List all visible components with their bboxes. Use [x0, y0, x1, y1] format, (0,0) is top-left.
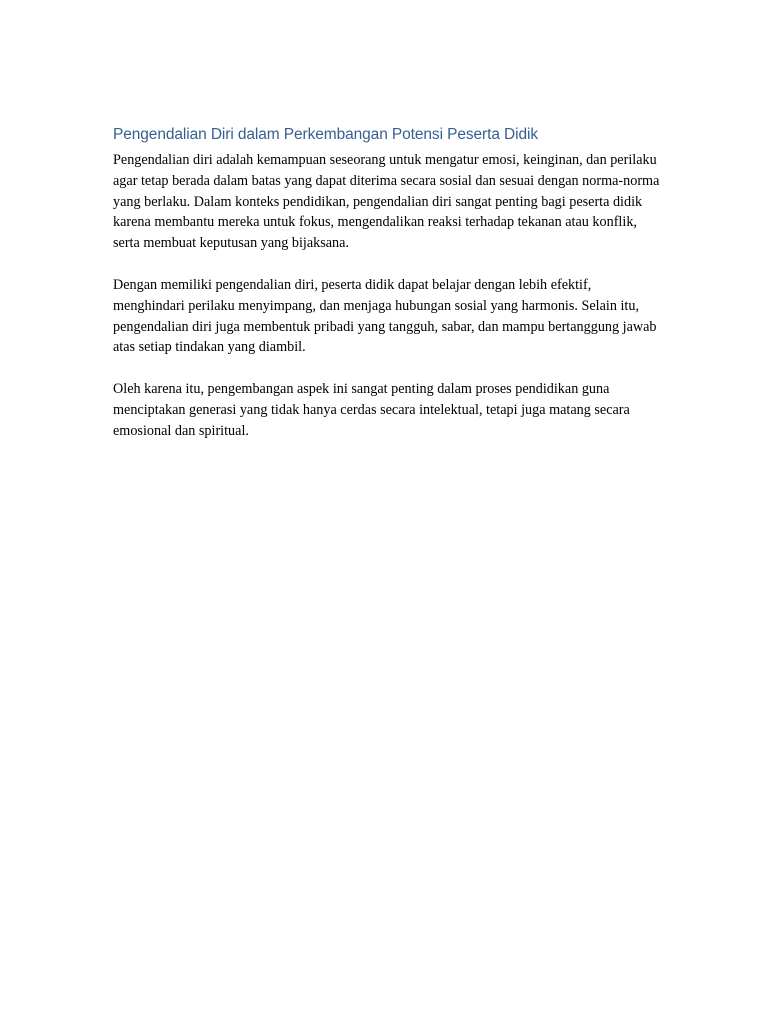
document-title: Pengendalian Diri dalam Perkembangan Potensi Peserta Didik [113, 126, 538, 143]
paragraph-1: Pengendalian diri adalah kemampuan seseorang untuk mengatur emosi, keinginan, dan perilaku agar tetap berada dalam batas yang dapat diterima secara sosial dan sesuai dengan norma-norma yang berlaku. Dalam konteks pendidikan, pengendalian diri sangat penting bagi peserta didik karena membantu mereka untuk fokus, mengendalikan reaksi terhadap tekanan atau konflik, serta membuat keputusan yang bijaksana. [113, 152, 660, 252]
paragraph-2: Dengan memiliki pengendalian diri, peserta didik dapat belajar dengan lebih efektif, menghindari perilaku menyimpang, dan menjaga hubungan sosial yang harmonis. Selain itu, pengendalian diri juga membentuk pribadi yang tangguh, sabar, dan mampu bertanggung jawab atas setiap tindakan yang diambil. [113, 276, 657, 356]
document-content [113, 124, 661, 463]
paragraph-3: Oleh karena itu, pengembangan aspek ini sangat penting dalam proses pendidikan guna menciptakan generasi yang tidak hanya cerdas secara intelektual, tetapi juga matang secara emosional dan spiritual. [113, 381, 630, 439]
